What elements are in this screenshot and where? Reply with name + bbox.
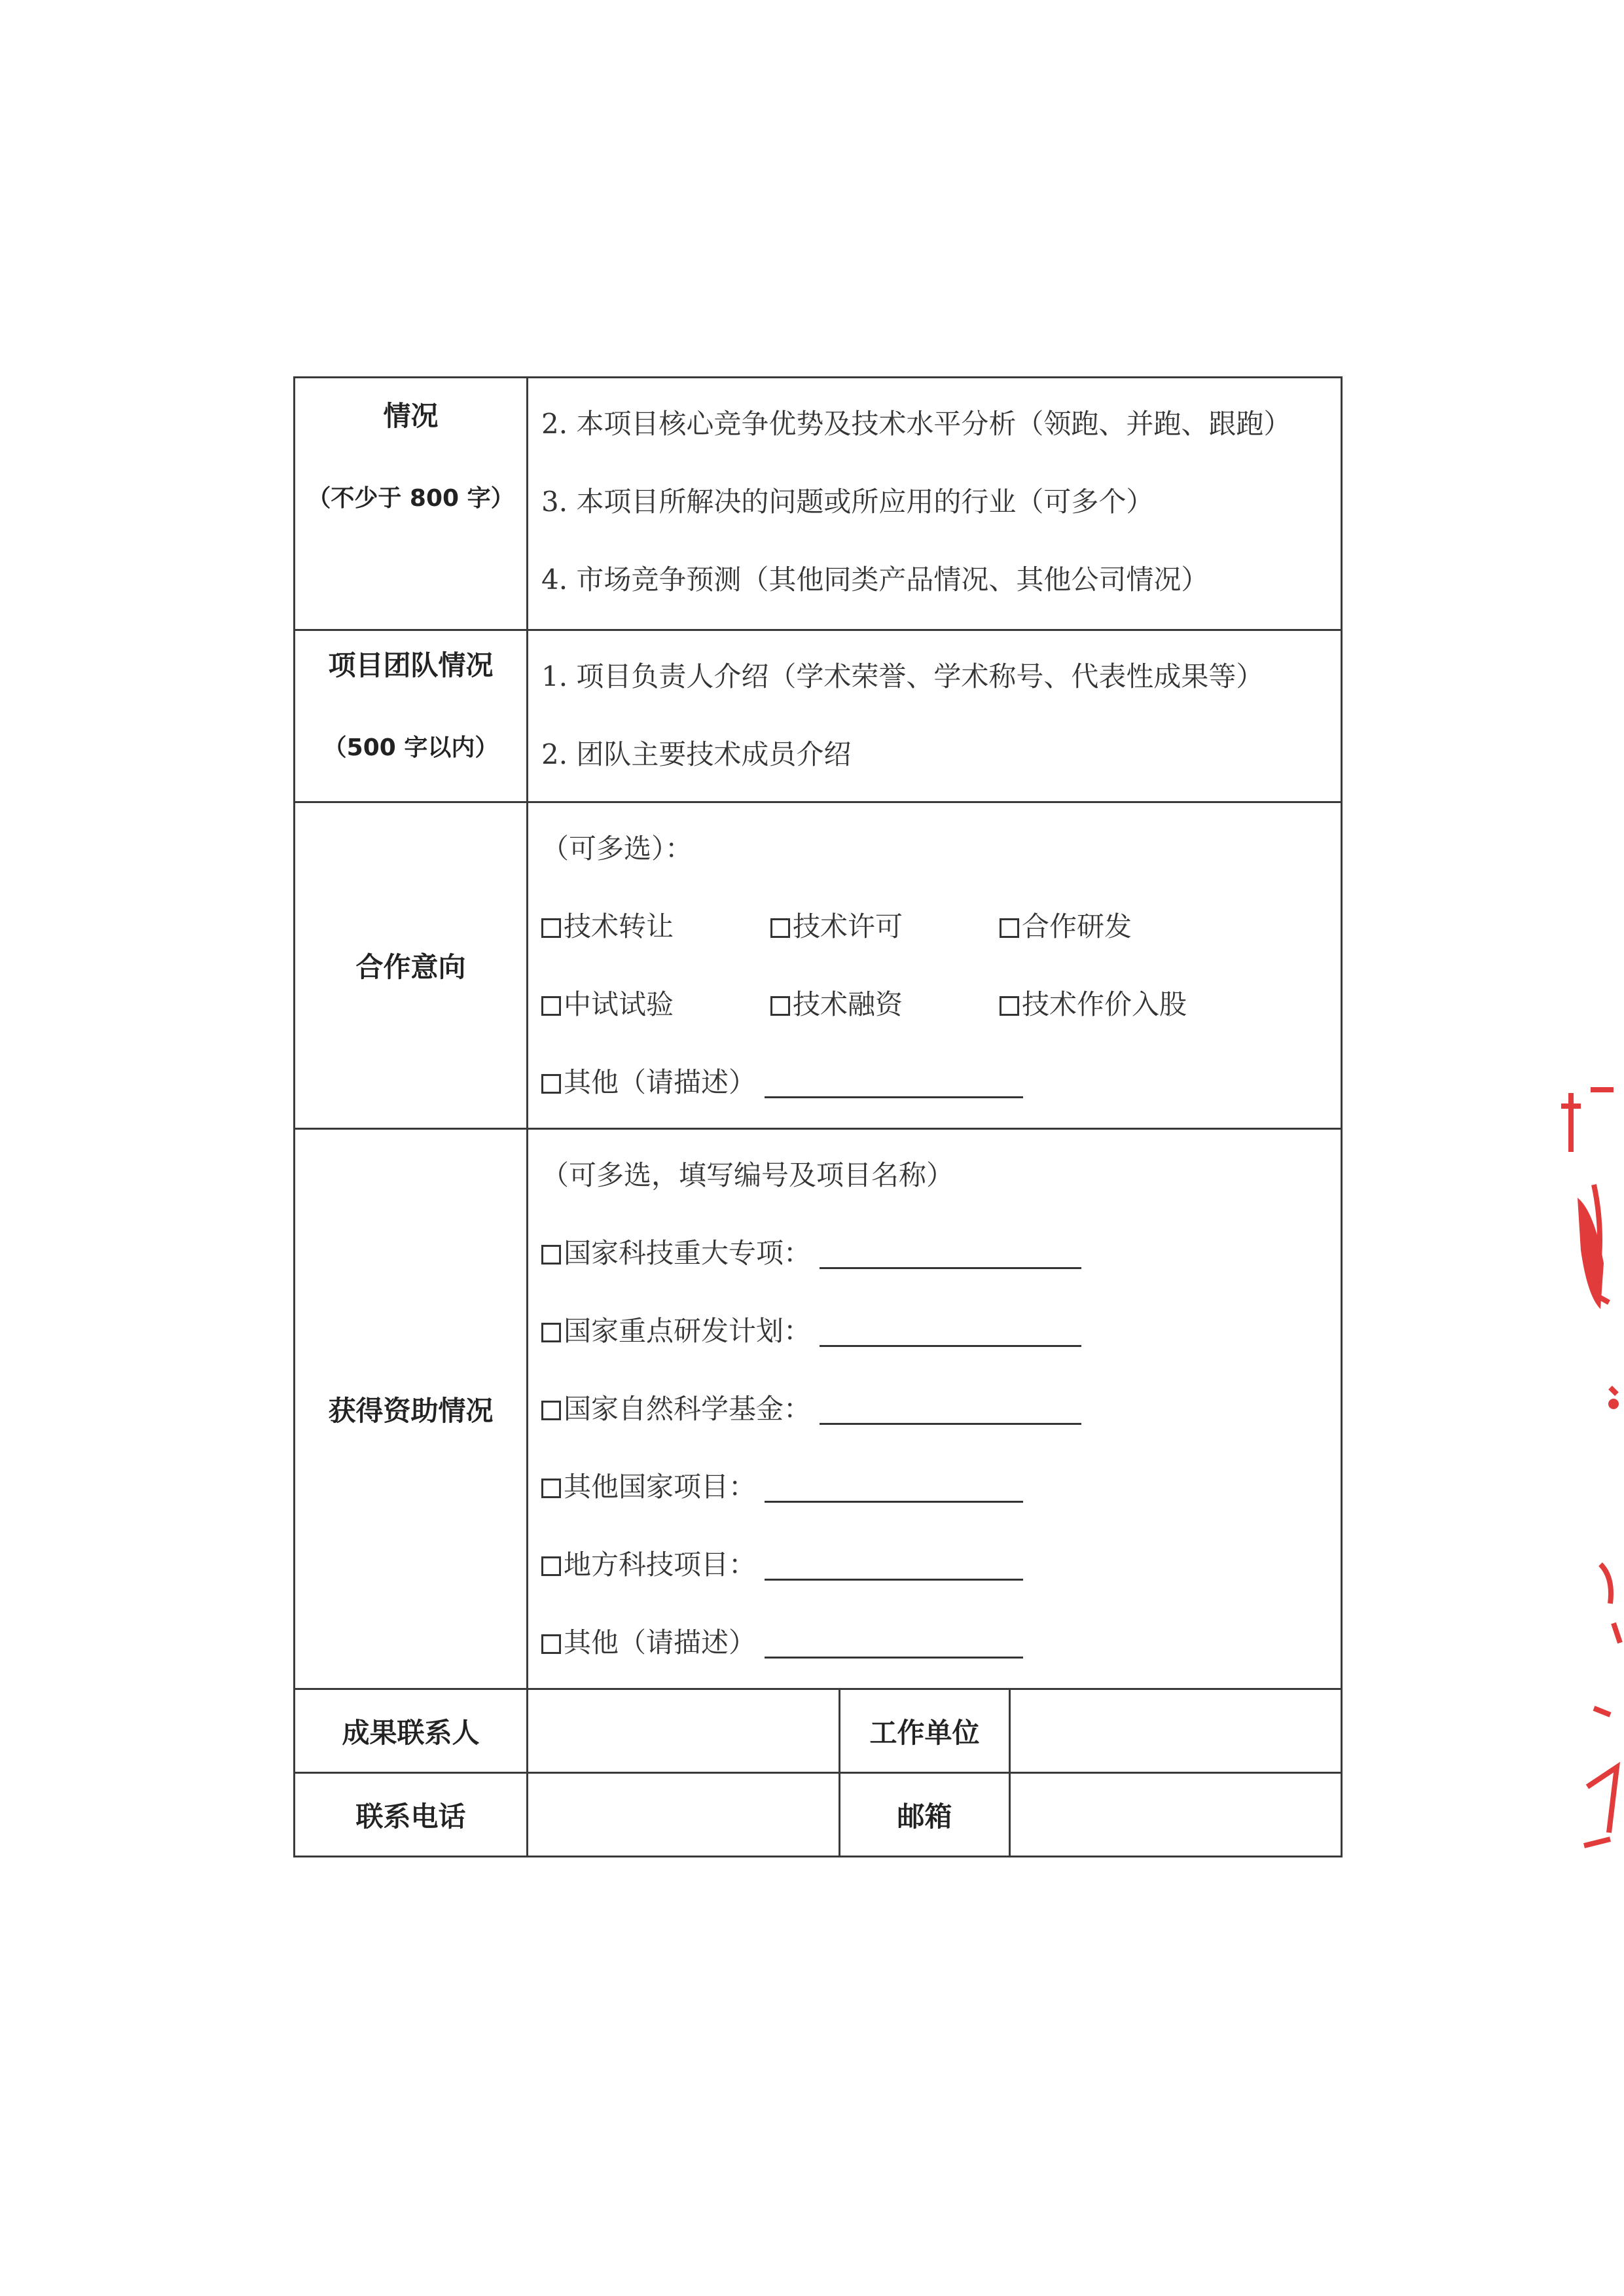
option-label: 中试试验 bbox=[564, 988, 674, 1020]
fill-blank[interactable] bbox=[820, 1266, 1081, 1269]
situation-line: 2. 本项目核心竞争优势及技术水平分析（领跑、并跑、跟跑） bbox=[541, 408, 1291, 440]
situation-sublabel: （不少于 800 字） bbox=[307, 485, 514, 512]
checkbox[interactable] bbox=[541, 1074, 561, 1094]
funding-label-cell bbox=[295, 1129, 528, 1689]
cooperation-row bbox=[295, 802, 1342, 1129]
contact-person-field[interactable] bbox=[528, 1689, 840, 1773]
funding-item[interactable] bbox=[541, 1448, 1341, 1526]
checkbox[interactable] bbox=[770, 996, 790, 1016]
checkbox[interactable] bbox=[541, 1556, 561, 1576]
checkbox[interactable] bbox=[541, 1245, 561, 1265]
checkbox[interactable] bbox=[541, 1634, 561, 1654]
checkbox[interactable] bbox=[1000, 918, 1019, 938]
option-tech-financing[interactable] bbox=[770, 965, 1000, 1043]
cooperation-content bbox=[528, 802, 1342, 1129]
funding-content bbox=[528, 1129, 1342, 1689]
option-label: 技术许可 bbox=[793, 910, 903, 942]
team-sublabel: （500 字以内） bbox=[323, 734, 499, 761]
option-tech-equity[interactable] bbox=[1000, 965, 1229, 1043]
email-label: 邮箱 bbox=[840, 1773, 1010, 1857]
cooperation-label: 合作意向 bbox=[355, 951, 466, 983]
application-form-table bbox=[293, 376, 1343, 1857]
funding-item[interactable] bbox=[541, 1214, 1341, 1292]
funding-item-label: 地方科技项目： bbox=[564, 1549, 757, 1581]
cooperation-options-row bbox=[541, 965, 1341, 1043]
cooperation-label-cell bbox=[295, 802, 528, 1129]
cooperation-hint: （可多选）： bbox=[541, 833, 693, 865]
option-label: 合作研发 bbox=[1022, 910, 1132, 942]
funding-item-label: 其他国家项目： bbox=[564, 1471, 757, 1503]
email-field[interactable] bbox=[1010, 1773, 1342, 1857]
funding-item[interactable] bbox=[541, 1292, 1341, 1370]
team-line: 1. 项目负责人介绍（学术荣誉、学术称号、代表性成果等） bbox=[541, 660, 1264, 692]
funding-item-label: 其他（请描述） bbox=[564, 1626, 757, 1659]
funding-label: 获得资助情况 bbox=[328, 1394, 494, 1427]
fill-blank[interactable] bbox=[765, 1096, 1023, 1098]
funding-hint: （可多选，填写编号及项目名称） bbox=[541, 1159, 954, 1191]
option-pilot-test[interactable] bbox=[541, 965, 770, 1043]
checkbox[interactable] bbox=[541, 1401, 561, 1420]
situation-line: 4. 市场竞争预测（其他同类产品情况、其他公司情况） bbox=[541, 564, 1209, 596]
situation-content bbox=[528, 378, 1342, 630]
phone-field[interactable] bbox=[528, 1773, 840, 1857]
option-label: 技术融资 bbox=[793, 988, 903, 1020]
team-label: 项目团队情况 bbox=[328, 649, 494, 681]
funding-item-label: 国家科技重大专项： bbox=[564, 1237, 812, 1269]
fill-blank[interactable] bbox=[765, 1656, 1023, 1659]
option-tech-license[interactable] bbox=[770, 888, 1000, 965]
contact-person-label: 成果联系人 bbox=[295, 1689, 528, 1773]
checkbox[interactable] bbox=[1000, 996, 1019, 1016]
team-line: 2. 团队主要技术成员介绍 bbox=[541, 738, 852, 770]
option-label: 技术转让 bbox=[564, 910, 674, 942]
checkbox[interactable] bbox=[541, 1323, 561, 1342]
team-label-cell bbox=[295, 630, 528, 802]
option-joint-rd[interactable] bbox=[1000, 888, 1229, 965]
option-other[interactable] bbox=[541, 1043, 1341, 1121]
fill-blank[interactable] bbox=[765, 1500, 1023, 1503]
situation-label-cell bbox=[295, 378, 528, 630]
phone-label: 联系电话 bbox=[295, 1773, 528, 1857]
option-label: 其他（请描述） bbox=[564, 1066, 757, 1098]
funding-item[interactable] bbox=[541, 1604, 1341, 1681]
fill-blank[interactable] bbox=[820, 1422, 1081, 1425]
work-unit-field[interactable] bbox=[1010, 1689, 1342, 1773]
work-unit-label: 工作单位 bbox=[840, 1689, 1010, 1773]
contact-row-2 bbox=[295, 1773, 1342, 1857]
team-row bbox=[295, 630, 1342, 802]
fill-blank[interactable] bbox=[820, 1344, 1081, 1347]
seal-stamp-icon bbox=[1532, 1080, 1624, 1865]
option-label: 技术作价入股 bbox=[1022, 988, 1187, 1020]
funding-item[interactable] bbox=[541, 1370, 1341, 1448]
funding-item[interactable] bbox=[541, 1526, 1341, 1604]
situation-line: 3. 本项目所解决的问题或所应用的行业（可多个） bbox=[541, 486, 1154, 518]
checkbox[interactable] bbox=[541, 1479, 561, 1498]
contact-row-1 bbox=[295, 1689, 1342, 1773]
situation-row bbox=[295, 378, 1342, 630]
situation-label: 情况 bbox=[383, 400, 439, 432]
checkbox[interactable] bbox=[541, 918, 561, 938]
checkbox[interactable] bbox=[770, 918, 790, 938]
funding-item-label: 国家重点研发计划： bbox=[564, 1315, 812, 1347]
option-tech-transfer[interactable] bbox=[541, 888, 770, 965]
funding-item-label: 国家自然科学基金： bbox=[564, 1393, 812, 1425]
checkbox[interactable] bbox=[541, 996, 561, 1016]
cooperation-options-row bbox=[541, 888, 1341, 965]
seal-stamp-fragment bbox=[1532, 1080, 1624, 1865]
funding-row bbox=[295, 1129, 1342, 1689]
fill-blank[interactable] bbox=[765, 1578, 1023, 1581]
team-content bbox=[528, 630, 1342, 802]
